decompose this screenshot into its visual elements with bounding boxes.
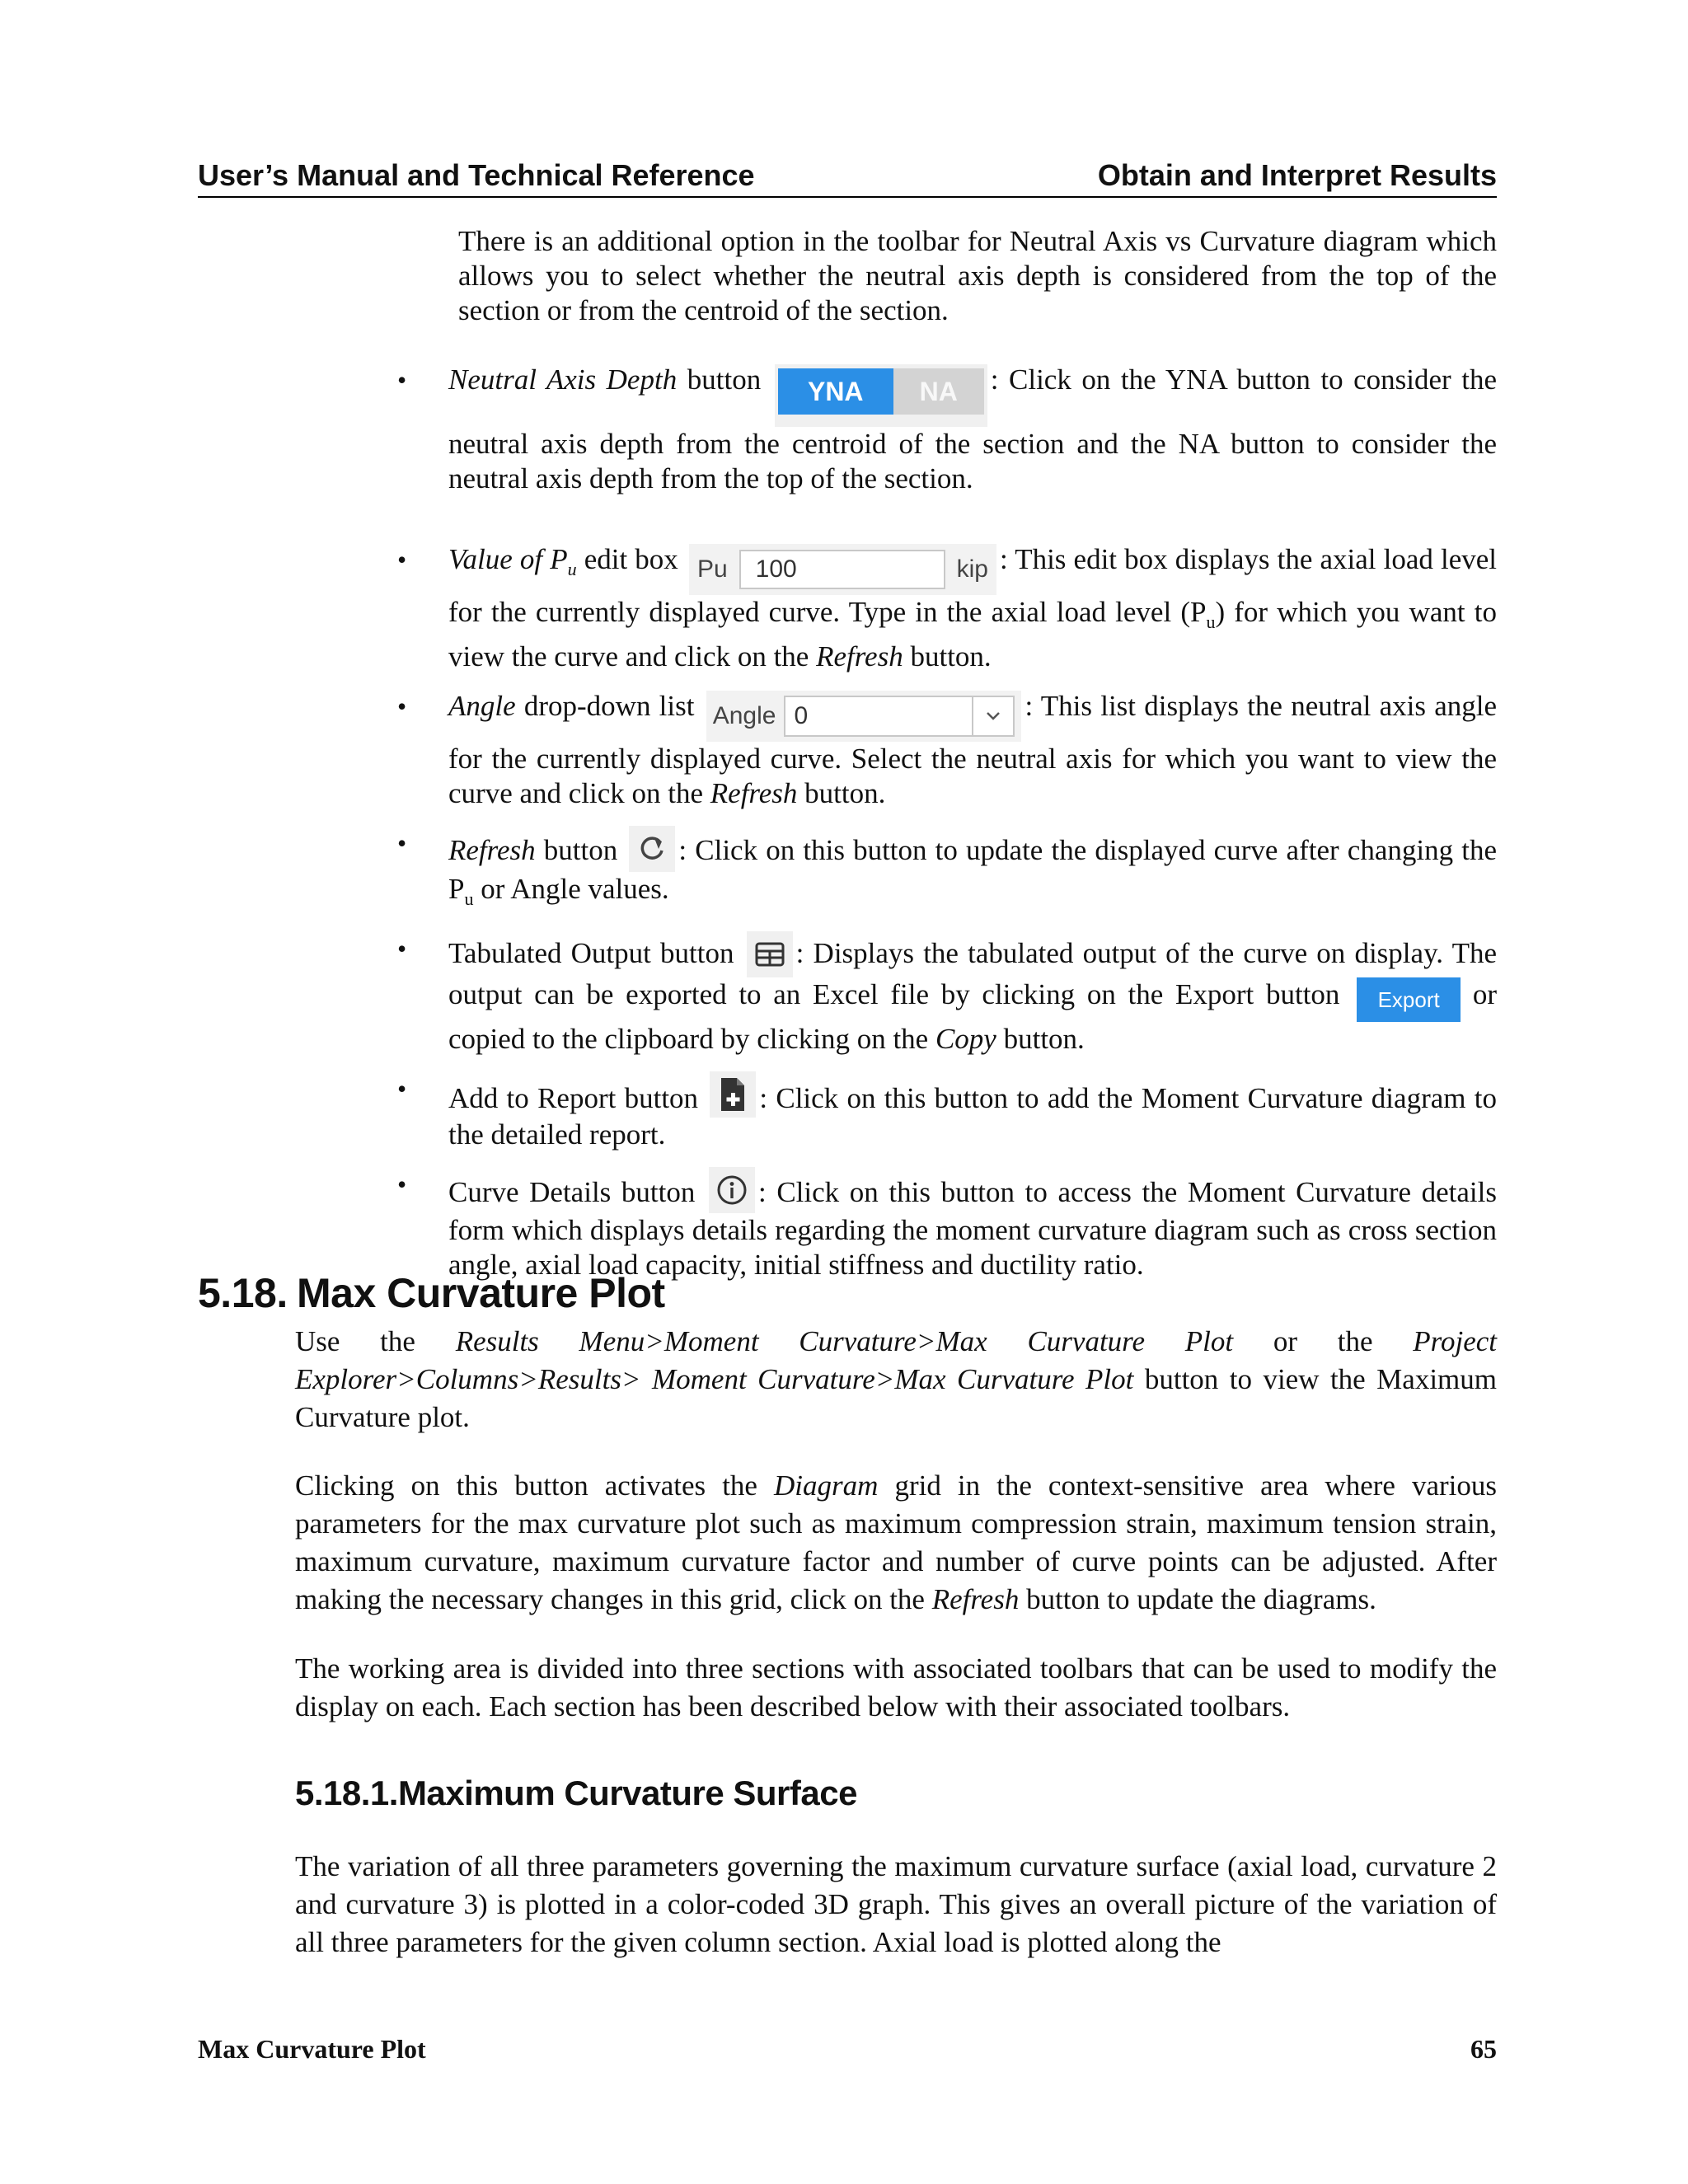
bullet-word: drop-down list	[515, 690, 703, 722]
bullet-term: Tabulated Output button	[448, 937, 743, 969]
section-paragraph-3: The working area is divided into three sections with associated toolbars that can be used to modify the display on each. Each section has been described below with their associated toolbars.	[295, 1652, 1497, 1722]
add-to-report-button[interactable]	[710, 1071, 756, 1118]
section-number: 5.18.	[198, 1270, 288, 1316]
intro-paragraph: There is an additional option in the toolbar for Neutral Axis vs Curvature diagram which allows you to select whether the neutral axis depth is considered from the top of the section or from the centroid of the section.	[458, 225, 1497, 326]
pu-input[interactable]: 100	[739, 550, 945, 589]
refresh-button[interactable]	[629, 826, 675, 872]
angle-value: 0	[794, 702, 809, 729]
bullet-desc: : Click on this button to add the Moment Curvature diagram to the detailed report.	[448, 1082, 1497, 1151]
bullet-neutral-axis-depth	[387, 363, 1497, 496]
bullet-desc: : Click on the YNA button to consider the neutral axis depth from the centroid of the section and the NA button to consider the neutral axis depth from the top of the section.	[448, 363, 1498, 494]
page-header	[198, 157, 1497, 198]
bullet-word: button	[535, 834, 626, 866]
bullet-term: Curve Details button	[448, 1176, 706, 1208]
export-button[interactable]: Export	[1357, 977, 1461, 1022]
section-title: Max Curvature Plot	[297, 1270, 665, 1316]
bullet-pu-edit-box	[387, 542, 1497, 674]
bullet-add-to-report	[387, 1071, 1497, 1152]
refresh-icon	[636, 833, 668, 865]
bullet-desc: : This list displays the neutral axis angle for the currently displayed curve. Select the neutral axis for which you want to view the curve and click on the Refresh button.	[448, 690, 1497, 809]
subsection-heading: 5.18.1.Maximum Curvature Surface	[295, 1774, 857, 1812]
page-number: 65	[1470, 2034, 1497, 2064]
toolbar-bullet-list	[387, 363, 1497, 1282]
pu-unit: kip	[956, 555, 988, 583]
pu-edit-toolbar	[689, 544, 996, 595]
pu-label: Pu	[696, 555, 728, 583]
na-button[interactable]: NA	[893, 368, 984, 415]
bullet-refresh	[387, 826, 1497, 916]
bullet-angle-dropdown	[387, 689, 1497, 811]
bullet-curve-details	[387, 1167, 1497, 1282]
bullet-tabulated-output	[387, 931, 1497, 1057]
header-right: Obtain and Interpret Results	[1097, 158, 1497, 192]
bullet-term: Angle	[448, 690, 516, 722]
bullet-term: Value of $P_u$	[448, 543, 577, 579]
tabulated-output-button[interactable]	[747, 931, 793, 977]
angle-label: Angle	[712, 702, 776, 729]
chevron-down-icon[interactable]	[972, 697, 1013, 735]
curve-details-button[interactable]	[709, 1167, 755, 1213]
bullet-desc: : Displays the tabulated output of the curve on display. The output can be exported to an Excel file by clicking on the Export button Export or copied to the clipboard by clicking on the Copy button.	[448, 937, 1498, 1055]
bullet-term: Neutral Axis Depth	[448, 363, 678, 396]
bullet-term: Refresh	[448, 834, 536, 866]
bullet-desc: : Click on this button to access the Moment Curvature details form which displays details regarding the moment curvature diagram such as cross section angle, axial load capacity, initial stiffness and ductility ratio.	[448, 1176, 1497, 1281]
section-paragraph-2: Clicking on this button activates the Diagram grid in the context-sensitive area where various parameters for the max curvature plot such as maximum compression strain, maximum tension strain, maximum curvature, maximum curvature factor and number of curve points can be adjusted. After making the necessary changes in this grid, click on the Refresh button to update the diagrams.	[295, 1469, 1497, 1615]
bullet-desc: : Click on this button to update the displayed curve after changing the $P_u$ or Angle values.	[448, 834, 1497, 909]
subsection-paragraph-1: The variation of all three parameters governing the maximum curvature surface (axial load, curvature 2 and curvature 3) is plotted in a color-coded 3D graph. This gives an overall picture of the variation of all three parameters for the given column section. Axial load is plotted along the	[295, 1850, 1497, 1958]
angle-toolbar	[706, 691, 1022, 742]
section-paragraph-1: Use the Results Menu>Moment Curvature>Max Curvature Plot or the Project Explorer>Columns>Results> Moment Curvature>Max Curvature Plot button to view the Maximum Curvature plot.	[295, 1325, 1498, 1433]
angle-select[interactable]	[784, 696, 1015, 737]
yna-button[interactable]: YNA	[778, 368, 893, 415]
neutral-axis-toggle	[775, 364, 987, 427]
add-document-icon	[719, 1076, 747, 1113]
footer-left: Max Curvature Plot	[198, 2034, 426, 2064]
section-heading	[198, 1269, 665, 1317]
bullet-desc: : This edit box displays the axial load level for the currently displayed curve. Type in the axial load level $(P_u)$ for which you want to view the curve and click on the Refresh button.	[448, 543, 1498, 673]
header-left: User’s Manual and Technical Reference	[198, 158, 755, 192]
table-icon	[755, 941, 785, 968]
info-icon	[715, 1174, 748, 1207]
bullet-word: edit box	[576, 543, 686, 575]
page-footer	[198, 2034, 1497, 2064]
bullet-term: Add to Report button	[448, 1082, 707, 1114]
bullet-word: button	[677, 363, 771, 396]
